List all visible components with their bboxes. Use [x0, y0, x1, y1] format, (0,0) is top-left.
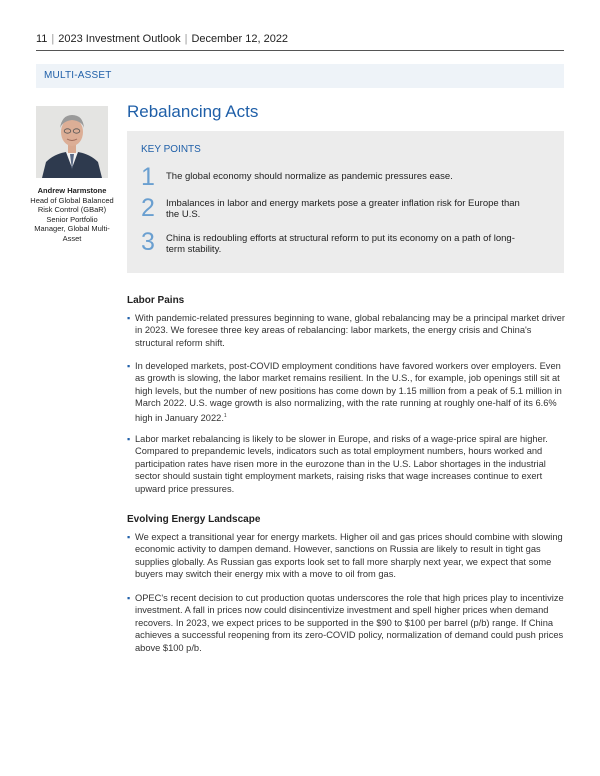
section-band [36, 64, 564, 88]
bullet-text: Labor market rebalancing is likely to be slower in Europe, and risks of a wage-price spiral are higher. Compared to prepandemic levels, indicators such as total employment numbers, hours worked and participation rates have risen more in the eurozone than in the U.S. Labor shortages in the industrial sector should sustain tight employment markets, raising risks that wage increases continue to exert upward price pressures. [135, 434, 548, 494]
footnote-mark: 1 [223, 412, 227, 419]
author-role: Head of Global Balanced Risk Control (GBaR) Senior Portfolio Manager, Global Multi-Asset [30, 195, 114, 243]
bullet-icon: ▪ [127, 434, 131, 444]
page-number: 11 [36, 33, 48, 45]
publication-date: December 12, 2022 [191, 33, 289, 45]
bullet-text: In developed markets, post-COVID employment conditions have favored workers over employers. Even as growth is slowing, the labor market remains resilient. In the U.S., for example, job openings still sit at high levels, but the number of new positions has come down by 1.15 million from a peak of 5.1 million in March 2022. U.S. wage growth is also normalizing, with the rate running at roughly one-half of its 6.6% high in January 2022.$^1$ [135, 361, 562, 423]
bullet-text: With pandemic-related pressures beginning to wane, global rebalancing may be a principal market driver in 2023. We foresee three key areas of rebalancing: labor markets, the energy crisis and China's structural reform shift. [135, 313, 565, 348]
key-point-number: 2 [141, 194, 155, 222]
energy-heading: Evolving Energy Landscape [127, 514, 261, 525]
author-name: Andrew Harmstone [37, 186, 107, 195]
key-point-text: Imbalances in labor and energy markets pose a greater inflation risk for Europe than the U.S. [166, 198, 520, 220]
key-points-box [127, 131, 564, 273]
list-item [127, 531, 565, 581]
bullet-icon: ▪ [127, 313, 131, 323]
section-label: MULTI-ASSET [44, 70, 112, 81]
list-item [127, 360, 565, 424]
key-points-heading: KEY POINTS [141, 144, 201, 155]
labor-heading: Labor Pains [127, 295, 185, 306]
article-title: Rebalancing Acts [127, 102, 259, 121]
key-point-number: 3 [141, 228, 155, 256]
bullet-text: We expect a transitional year for energy markets. Higher oil and gas prices should combine with slowing economic activity to dampen demand. However, sanctions on Russia are likely to result in tight gas supplies globally. As Russian gas exports look set to fall more sharply next year, we expect that some buyers may switch their energy mix with a move to oil from gas. [135, 532, 563, 580]
bullet-icon: ▪ [127, 361, 131, 371]
author-photo [36, 106, 108, 178]
publication-title: 2023 Investment Outlook [58, 33, 181, 45]
key-point-number: 1 [141, 163, 155, 191]
bullet-icon: ▪ [127, 532, 131, 542]
key-point-text: The global economy should normalize as pandemic pressures ease. [166, 171, 453, 182]
author-info [30, 186, 114, 244]
bullet-icon: ▪ [127, 593, 131, 603]
list-item [127, 433, 565, 495]
bullet-text: OPEC's recent decision to cut production quotas underscores the role that high prices play to incentivize investment. A fall in prices now could disincentivize investment and spell higher prices when demand recovers. In 2023, we expect prices to be supported in the $90 to $100 per barrel (p/b) range. If China achieves a successful reopening from its zero-COVID policy, normalization of demand could push prices above $100 p/b. [135, 593, 564, 653]
header-divider [36, 50, 564, 51]
list-item [127, 312, 565, 349]
author-portrait-image [36, 106, 108, 178]
list-item [127, 592, 565, 654]
key-point-text: China is redoubling efforts at structural reform to put its economy on a path of long-term stability. [166, 233, 515, 255]
page-header: 11 | 2023 Investment Outlook | December 12, 2022 [36, 33, 289, 45]
